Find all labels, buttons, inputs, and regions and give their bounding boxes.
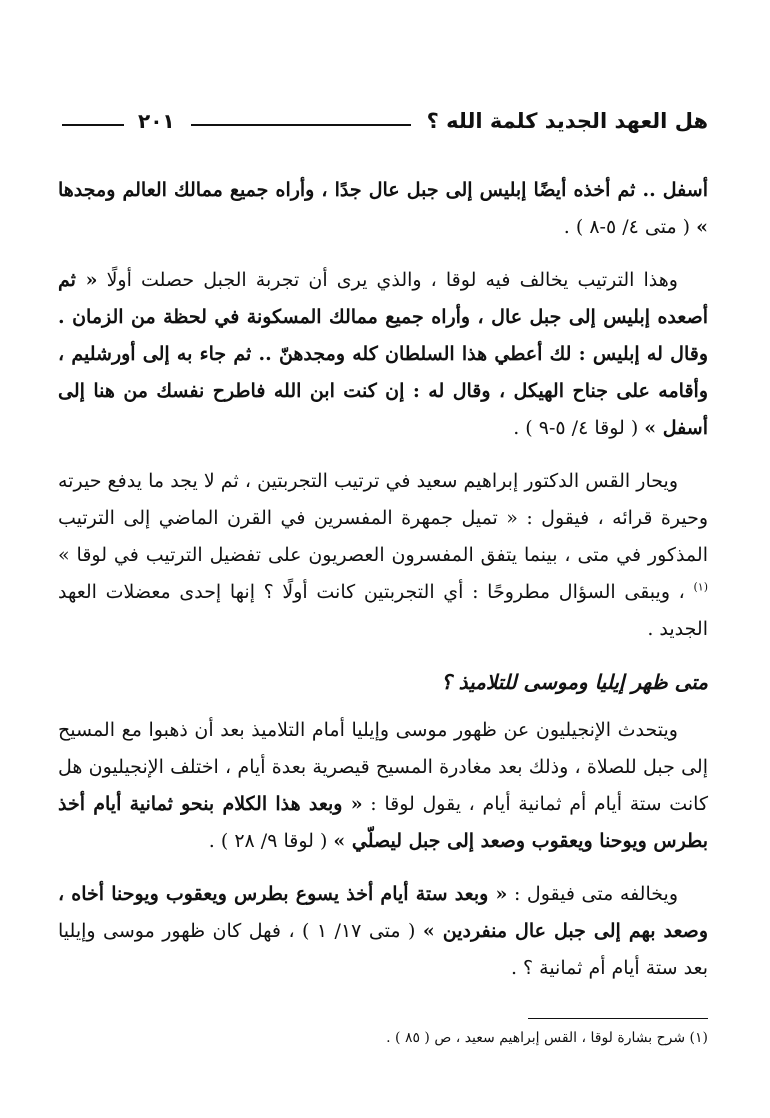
- paragraph-3: [58, 463, 708, 648]
- paragraph-text: وهذا الترتيب يخالف فيه لوقا ، والذي يرى أن تجربة الجبل حصلت أولًا: [97, 269, 678, 291]
- citation: ( متى ١٧/ ١ ) ، فهل كان ظهور موسى وإيليا بعد ستة أيام أم ثمانية ؟ .: [58, 920, 708, 979]
- body-text: [58, 172, 708, 1003]
- quote-text: « وبعد ستة أيام أخذ يسوع بطرس ويعقوب ويوحنا أخاه ، وصعد بهم إلى جبل عال منفردين »: [58, 883, 708, 942]
- citation: ( لوقا ٤/ ٥-٩ ) .: [513, 417, 645, 439]
- paragraph-text: ويخالفه متى فيقول :: [507, 883, 678, 905]
- paragraph-text: ويتحدث الإنجيليون عن ظهور موسى وإيليا أمام التلاميذ بعد أن ذهبوا مع المسيح إلى جبل للصلاة ، وذلك بعد مغادرة المسيح قيصرية بعدة أيام ، اختلف الإنجيليون هل كانت ستة أيام أم ثمانية أيام ، يقول لوقا :: [58, 719, 708, 815]
- running-header: [62, 104, 708, 138]
- page-number: ٢٠١: [138, 109, 175, 133]
- quote-text: « وبعد هذا الكلام بنحو ثمانية أيام أخذ بطرس ويوحنا ويعقوب وصعد إلى جبل ليصلّي »: [58, 793, 708, 852]
- section-heading: متى ظهر إيليا وموسى للتلاميذ ؟: [441, 670, 708, 694]
- citation: ( لوقا ٩/ ٢٨ ) .: [208, 830, 334, 852]
- paragraph-4: [58, 712, 708, 860]
- quote-text: أسفل .. ثم أخذه أيضًا إبليس إلى جبل عال جدًا ، وأراه جميع ممالك العالم ومجدها »: [58, 179, 708, 238]
- footnote: (١) شرح بشارة لوقا ، القس إبراهيم سعيد ، ص ( ٨٥ ) .: [386, 1030, 708, 1046]
- header-rule-short: [62, 124, 124, 126]
- paragraph-2: [58, 262, 708, 447]
- footnote-marker: (١): [693, 580, 708, 594]
- paragraph-1: [58, 172, 708, 246]
- quote-text: « ثم أصعده إبليس إلى جبل عال ، وأراه جميع ممالك المسكونة في لحظة من الزمان . وقال له إبليس : لك أعطي هذا السلطان كله ومجدهنّ .. ثم جاء به إلى أورشليم ، وأقامه على جناح الهيكل ، وقال له : إن كنت ابن الله فاطرح نفسك من هنا إلى أسفل »: [58, 269, 708, 439]
- paragraph-text: ويحار القس الدكتور إبراهيم سعيد في ترتيب التجربتين ، ثم لا يجد ما يدفع حيرته وحيرة قرائه ، فيقول : « تميل جمهرة المفسرين في القرن الماضي إلى الترتيب المذكور في متى ، بينما يتفق المفسرون العصريون على تفضيل الترتيب في لوقا »: [58, 470, 708, 566]
- paragraph-5: [58, 876, 708, 987]
- footnote-rule: [528, 1018, 708, 1019]
- running-header-title: هل العهد الجديد كلمة الله ؟: [426, 109, 708, 133]
- citation: ( متى ٤/ ٥-٨ ) .: [563, 216, 697, 238]
- paragraph-text: ، ويبقى السؤال مطروحًا : أي التجربتين كانت أولًا ؟ إنها إحدى معضلات العهد الجديد .: [58, 581, 708, 640]
- header-rule: [191, 124, 411, 126]
